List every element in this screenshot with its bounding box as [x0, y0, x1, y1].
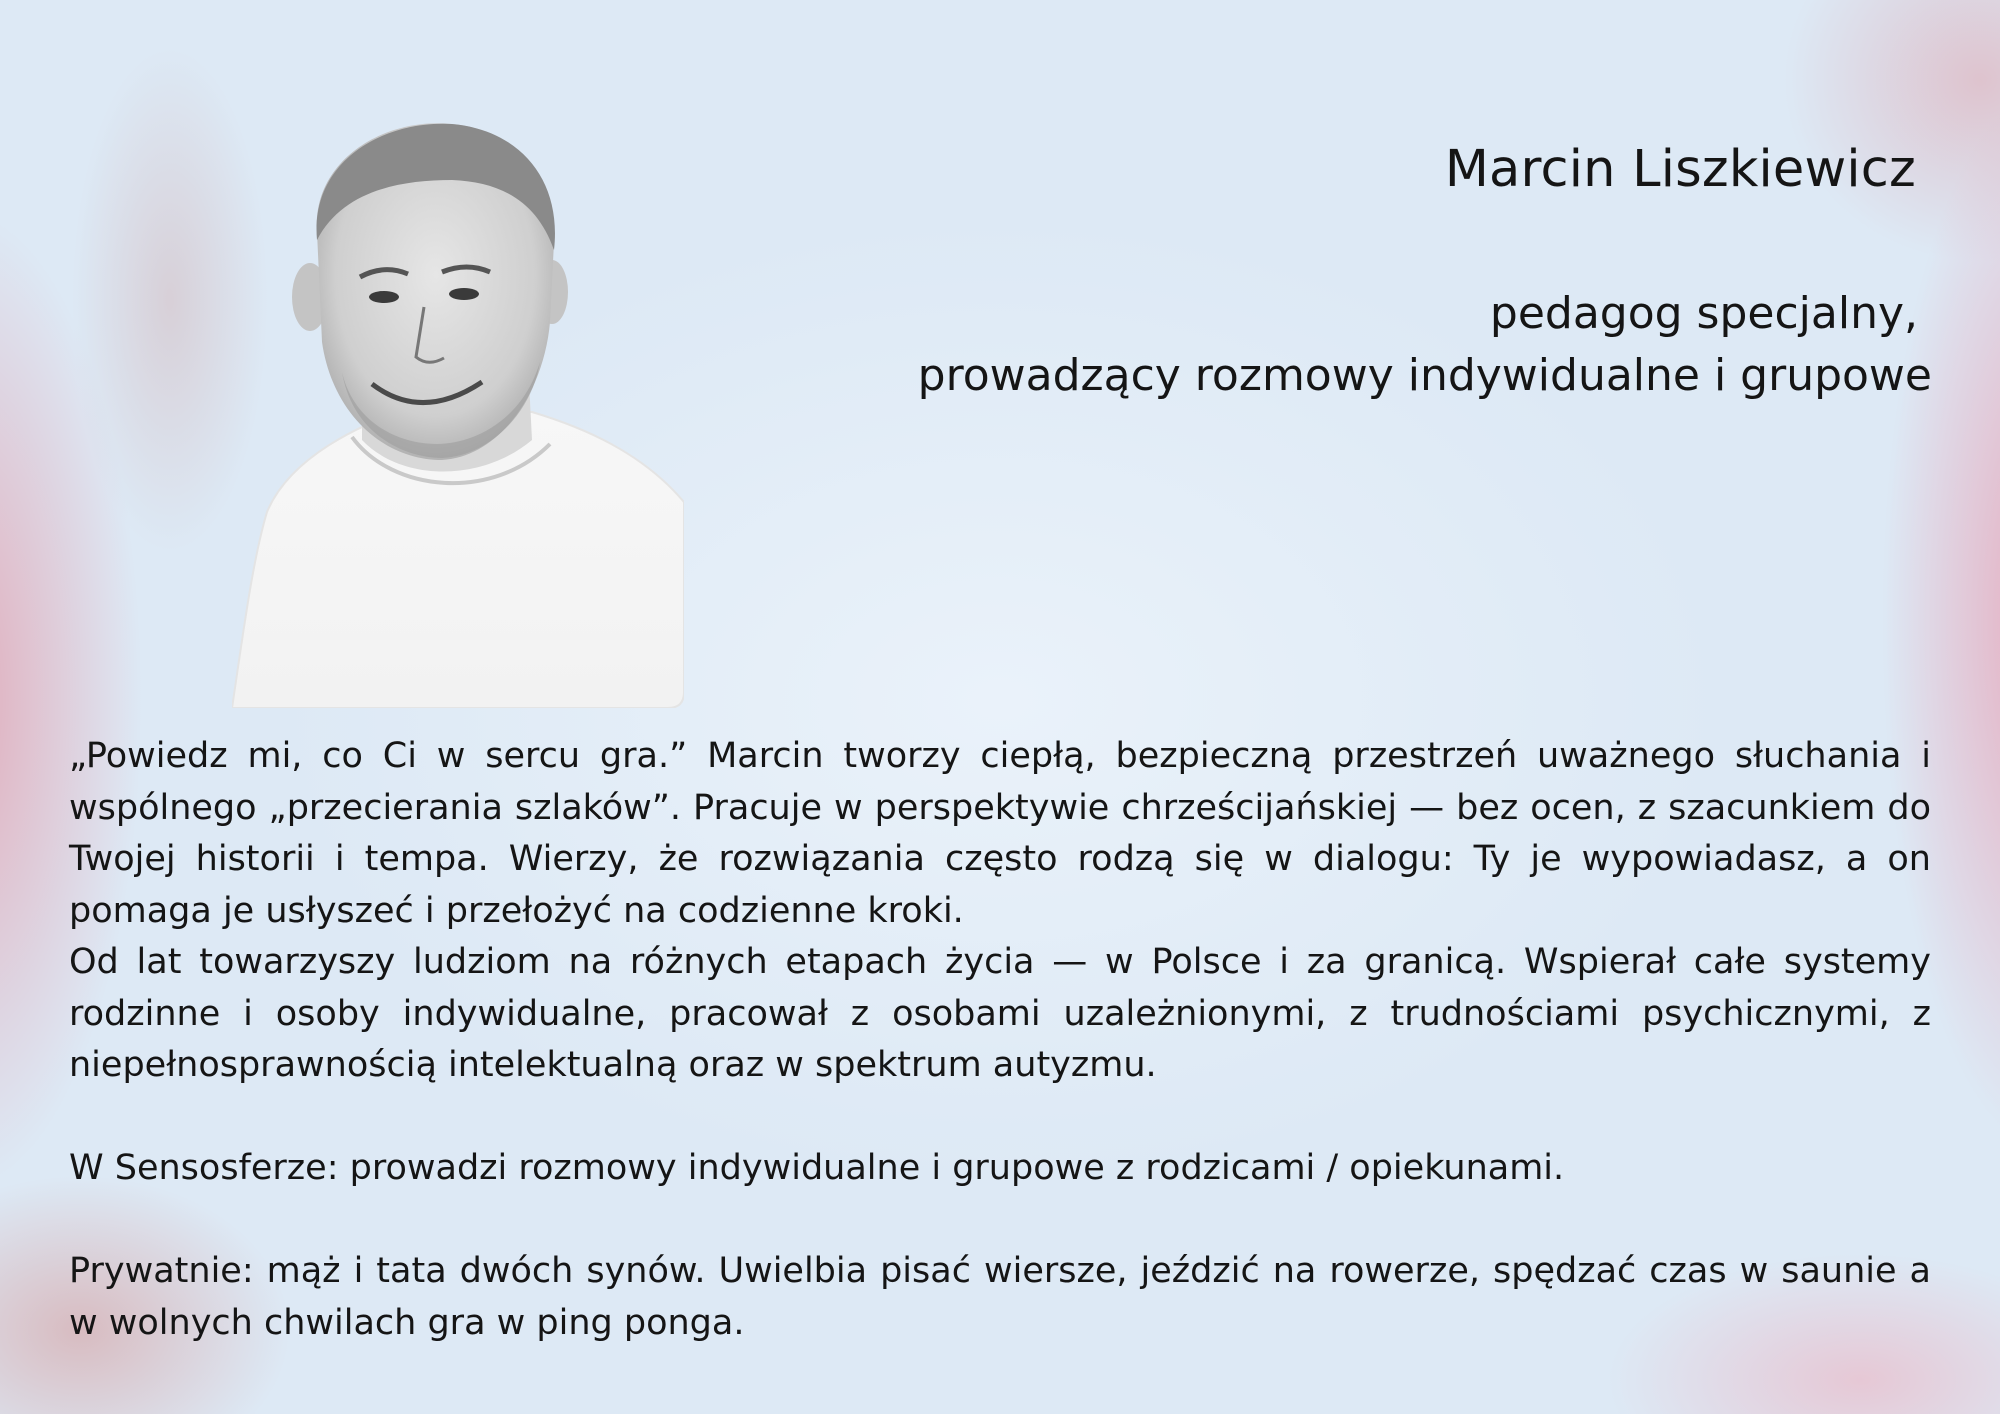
role-line-2: prowadzący rozmowy indywidualne i grupowe: [917, 350, 1932, 401]
bio-text: [69, 731, 1931, 1349]
paragraph-gap: [69, 1092, 1931, 1144]
role-description: [918, 283, 1932, 407]
bio-paragraph-experience: Od lat towarzyszy ludziom na różnych etapach życia — w Polsce i za granicą. Wspierał całe systemy rodzinne i osoby indywidualne, pracował z osobami uzależnionymi, z trudnościami psychicznymi, z niepełnosprawnością intelektualną oraz w spektrum autyzmu.: [69, 942, 1931, 1085]
paragraph-gap: [69, 1195, 1931, 1247]
bio-paragraph-private: Prywatnie: mąż i tata dwóch synów. Uwielbia pisać wiersze, jeździć na rowerze, spędzać czas w saunie a w wolnych chwilach gra w ping ponga.: [69, 1251, 1931, 1343]
role-line-1: pedagog specjalny,: [1489, 288, 1918, 339]
bio-paragraph-sensosfera: W Sensosferze: prowadzi rozmowy indywidualne i grupowe z rodzicami / opiekunami.: [69, 1148, 1565, 1188]
person-name: Marcin Liszkiewicz: [1444, 140, 1916, 199]
bio-paragraph-intro: „Powiedz mi, co Ci w sercu gra.” Marcin tworzy ciepłą, bezpieczną przestrzeń uważnego słuchania i wspólnego „przecierania szlaków”. Pracuje w perspektywie chrześcijańskiej — bez ocen, z szacunkiem do Twojej historii i tempa. Wierzy, że rozwiązania często rodzą się w dialogu: Ty je wypowiadasz, a on pomaga je usłyszeć i przełożyć na codzienne kroki.: [69, 736, 1931, 931]
portrait-photo: [232, 122, 684, 708]
